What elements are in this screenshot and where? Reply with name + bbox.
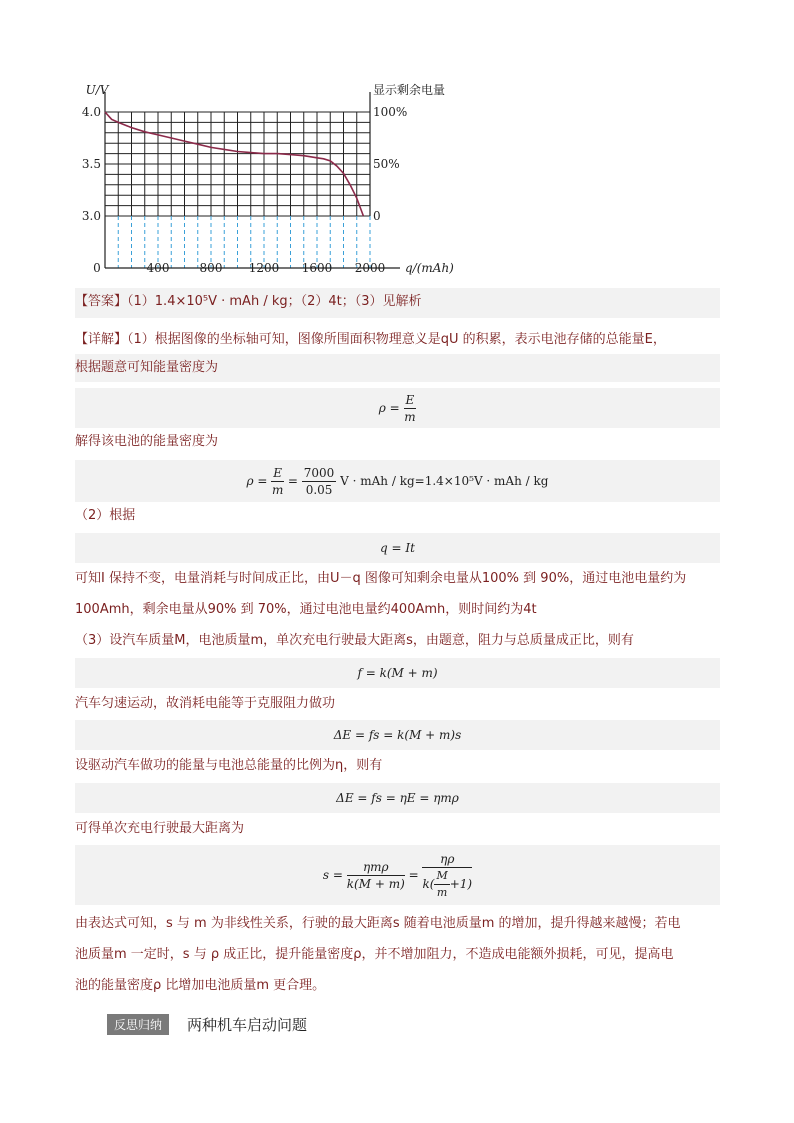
y-left-tick: 4.0	[81, 105, 101, 119]
x-tick: 800	[199, 261, 223, 275]
f2-den2: 0.05	[305, 483, 333, 497]
x-tick: 400	[146, 261, 170, 275]
section-tag: 反思归纳	[107, 1014, 169, 1035]
f7-den2	[422, 868, 472, 901]
detail-p13: 池的能量密度ρ 比增加电池质量m 更合理。	[75, 978, 326, 993]
detail-p2: 根据题意可知能量密度为	[75, 354, 720, 382]
f2-lhs: ρ =	[246, 474, 268, 488]
f7-eq: =	[408, 868, 419, 882]
formula-charge: q = It	[75, 533, 720, 563]
chart-grid	[105, 92, 400, 268]
y-right-tick: 100%	[373, 105, 408, 119]
formula-work: ΔE = fs = k(M + m)s	[75, 720, 720, 750]
chart-labels	[82, 82, 454, 275]
y-right-tick: 50%	[373, 157, 400, 171]
f2-tail: V · mAh / kg=1.4×10⁵V · mAh / kg	[340, 474, 549, 488]
detail-p3: 解得该电池的能量密度为	[75, 434, 219, 449]
formula-distance	[75, 845, 720, 905]
f2-den1: m	[271, 483, 284, 497]
f7-lhs: s =	[322, 868, 343, 882]
f7-inner-num: M	[434, 868, 449, 885]
answer-label: 【答案】	[75, 294, 128, 309]
f7-fraction-2	[422, 851, 472, 901]
f2-eq: =	[287, 474, 298, 488]
formula-density-def	[75, 388, 720, 428]
y-left-tick: 3.5	[81, 157, 101, 171]
voltage-charge-chart	[70, 78, 470, 283]
y-right-label: 显示剩余电量	[373, 83, 446, 97]
detail-p4: （2）根据	[75, 508, 136, 523]
formula-energy: ΔE = fs = ηE = ηmρ	[75, 783, 720, 813]
f7-inner-den: m	[436, 885, 448, 899]
detail-p8: 汽车匀速运动，故消耗电能等于克服阻力做功	[75, 696, 336, 711]
detail-p5: 可知I 保持不变，电量消耗与时间成正比，由U－q 图像可知剩余电量从100% 到 90%，通过电池电量约为	[75, 571, 687, 586]
section-title: 两种机车启动问题	[187, 1016, 308, 1034]
f7-den2-post: +1)	[449, 876, 473, 891]
y-right-tick: 0	[373, 209, 381, 223]
x-tick: 2000	[354, 261, 386, 275]
answer-text: （1）1.4×10⁵V · mAh / kg；（2）4t；（3）见解析	[127, 294, 422, 309]
f7-inner-fraction	[434, 868, 449, 901]
f1-num: E	[405, 393, 415, 407]
detail-p6: 100Amh，剩余电量从90% 到 70%，通过电池电量约400Amh，则时间约为4t	[75, 602, 537, 617]
f2-fraction-2	[302, 465, 337, 498]
detail-p9: 设驱动汽车做功的能量与电池总能量的比例为η，则有	[75, 758, 383, 773]
f1-den: m	[404, 410, 416, 424]
f7-den2-pre: k(	[422, 876, 435, 891]
f2-num2: 7000	[303, 466, 335, 480]
x-label: q/(mAh)	[405, 261, 454, 275]
f1-fraction	[404, 392, 417, 425]
detail-p1: 【详解】（1）根据图像的坐标轴可知，图像所围面积物理意义是qU 的积累，表示电池存储的总能量E，	[75, 332, 666, 347]
f1-lhs: ρ =	[378, 401, 400, 415]
y-left-label: U/V	[85, 83, 109, 97]
y-left-tick: 3.0	[81, 209, 101, 223]
detail-p10: 可得单次充电行驶最大距离为	[75, 821, 245, 836]
x-tick: 1600	[301, 261, 333, 275]
formula-density-value	[75, 460, 720, 502]
f2-fraction-1	[271, 465, 284, 498]
answer-row	[75, 288, 720, 318]
detail-p11: 由表达式可知，s 与 m 为非线性关系，行驶的最大距离s 随着电池质量m 的增加，提升得越来越慢；若电	[75, 916, 681, 931]
detail-p12: 池质量m 一定时，s 与 ρ 成正比，提升能量密度ρ，并不增加阻力，不造成电能额外损耗，可见，提高电	[75, 947, 674, 962]
x-tick: 0	[93, 261, 101, 275]
x-tick: 1200	[248, 261, 280, 275]
formula-drag: f = k(M + m)	[75, 658, 720, 688]
detail-p7: （3）设汽车质量M，电池质量m，单次充电行驶最大距离s，由题意，阻力与总质量成正比，则有	[75, 633, 634, 648]
f2-num1: E	[273, 466, 283, 480]
f7-num1: ηmρ	[347, 859, 405, 876]
f7-fraction-1	[347, 859, 405, 892]
f7-den1: k(M + m)	[346, 877, 405, 891]
f7-num2: ηρ	[422, 851, 472, 868]
